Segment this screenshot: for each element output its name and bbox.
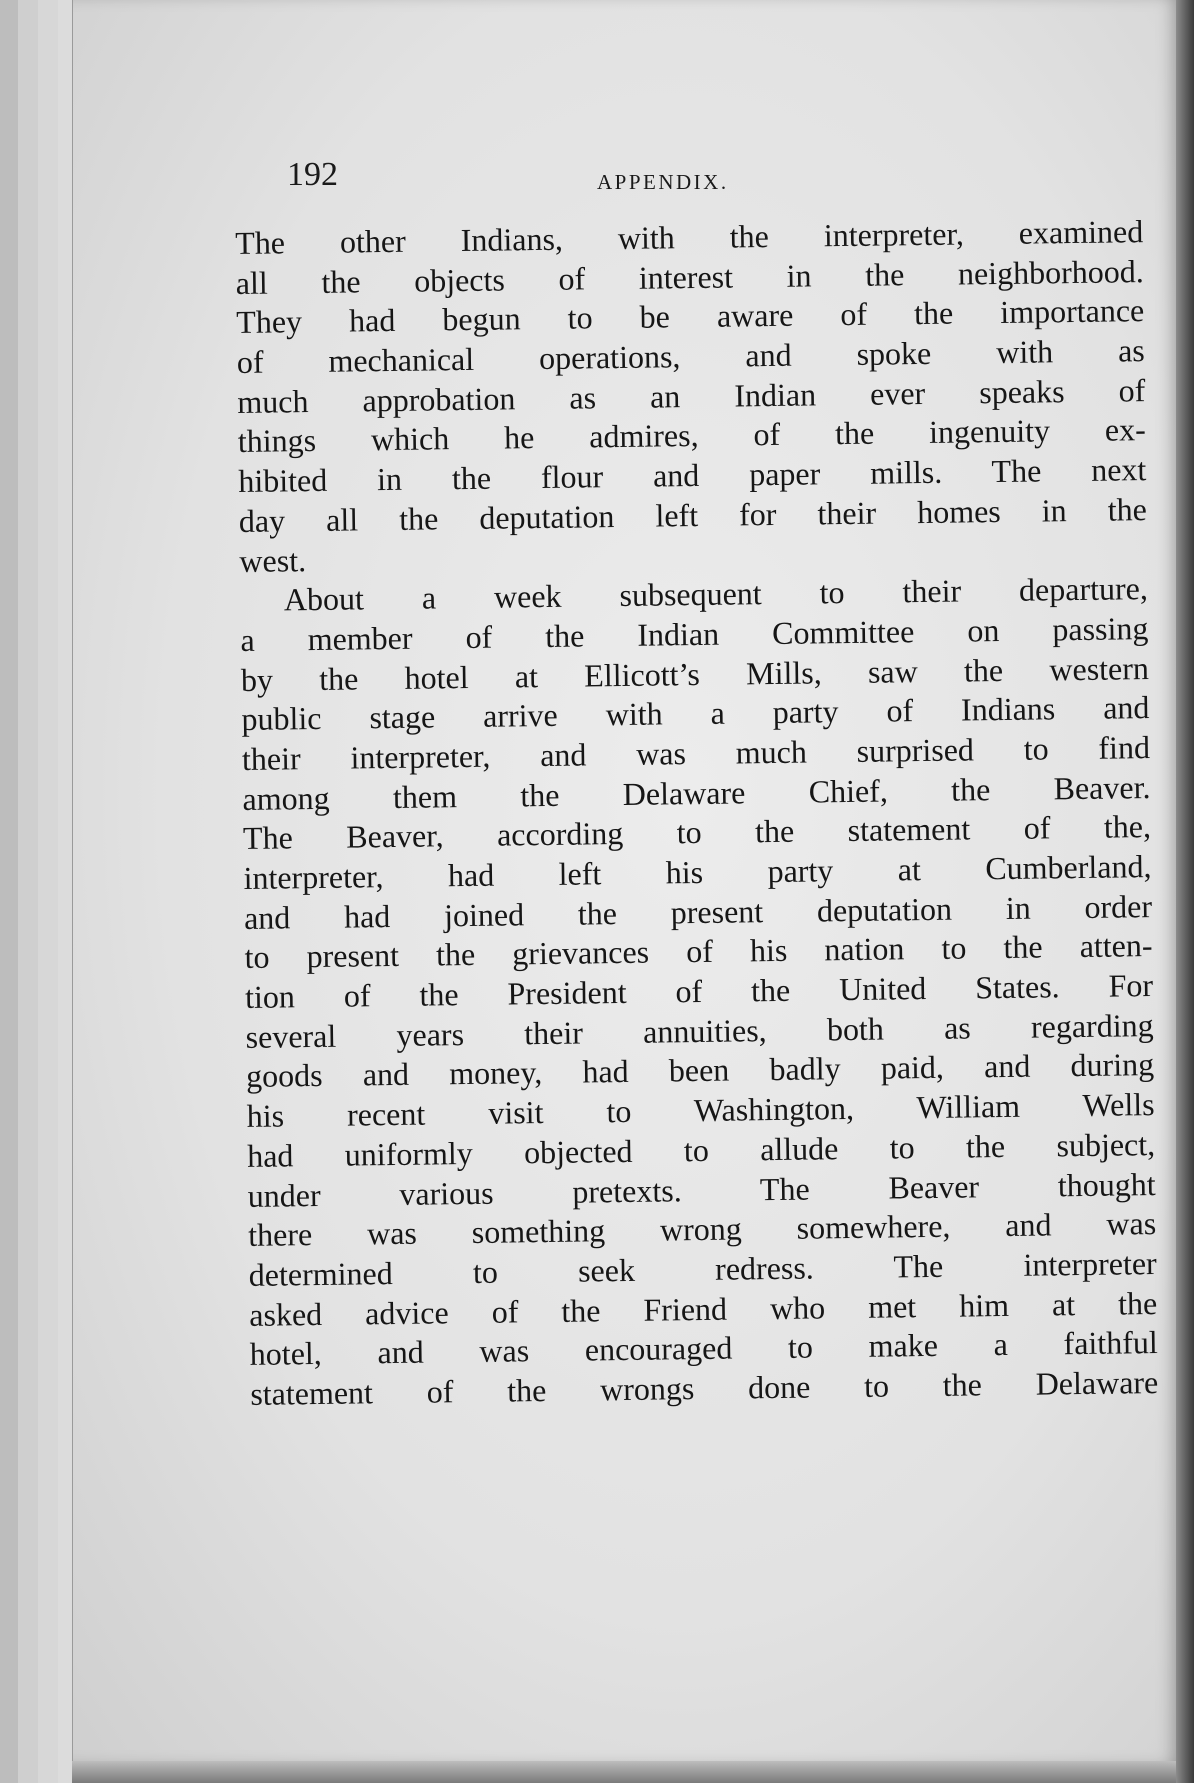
text-line: public stage arrive with a party of Indians and [241,689,1150,738]
text-line: and had joined the present deputation in order [243,887,1153,936]
text-line: day all the deputation left for their homes in the [238,490,1148,539]
text-line: determined to seek redress. The interpreter [248,1244,1157,1293]
text-line: hotel, and was encouraged to make a faithful [249,1324,1158,1373]
text-line: had uniformly objected to allude to the subject, [246,1125,1156,1174]
text-line: among them the Delaware Chief, the Beaver. [242,768,1151,817]
text-line: west. [239,541,307,579]
text-line: interpreter, had left his party at Cumberland, [243,848,1152,896]
running-head: APPENDIX. [597,170,729,194]
book-page [72,0,1181,1762]
text-line: several years their annuities, both as regarding [245,1006,1154,1055]
text-line: hibited in the flour and paper mills. The next [238,451,1147,500]
text-line: tion of the President of the United States. For [244,967,1154,1015]
body-text [235,212,1159,1414]
text-line: asked advice of the Friend who met him at the [249,1284,1158,1333]
text-line: The other Indians, with the interpreter, examined [235,213,1144,261]
text-line: About a week subsequent to their departure, [283,570,1149,618]
binding-shadow [1176,0,1194,1783]
text-line: much approbation as an Indian ever speaks of [237,371,1146,420]
text-line: his recent visit to Washington, William Wells [246,1086,1155,1135]
page-number: 192 [287,156,338,193]
text-line: by the hotel at Ellicott’s Mills, saw the western [240,649,1150,698]
text-line: things which he admires, of the ingenuity ex- [237,411,1147,460]
text-line: goods and money, had been badly paid, and during [245,1046,1155,1095]
text-line: The Beaver, according to the statement of the, [242,808,1152,857]
text-line: of mechanical operations, and spoke with as [236,332,1145,381]
text-line: under various pretexts. The Beaver thought [247,1165,1156,1214]
text-line: They had begun to be aware of the importance [236,292,1145,341]
text-line: there was something wrong somewhere, and was [248,1205,1157,1254]
text-line: to present the grievances of his nation to the atten- [244,927,1153,976]
text-line: their interpreter, and was much surprised to find [241,729,1151,777]
text-line: all the objects of interest in the neighborhood. [235,252,1144,301]
page-header [73,152,1181,202]
text-line: a member of the Indian Committee on passing [240,609,1149,658]
page-bottom-edge [72,1761,1194,1783]
text-line: statement of the wrongs done to the Delaware [250,1363,1159,1412]
